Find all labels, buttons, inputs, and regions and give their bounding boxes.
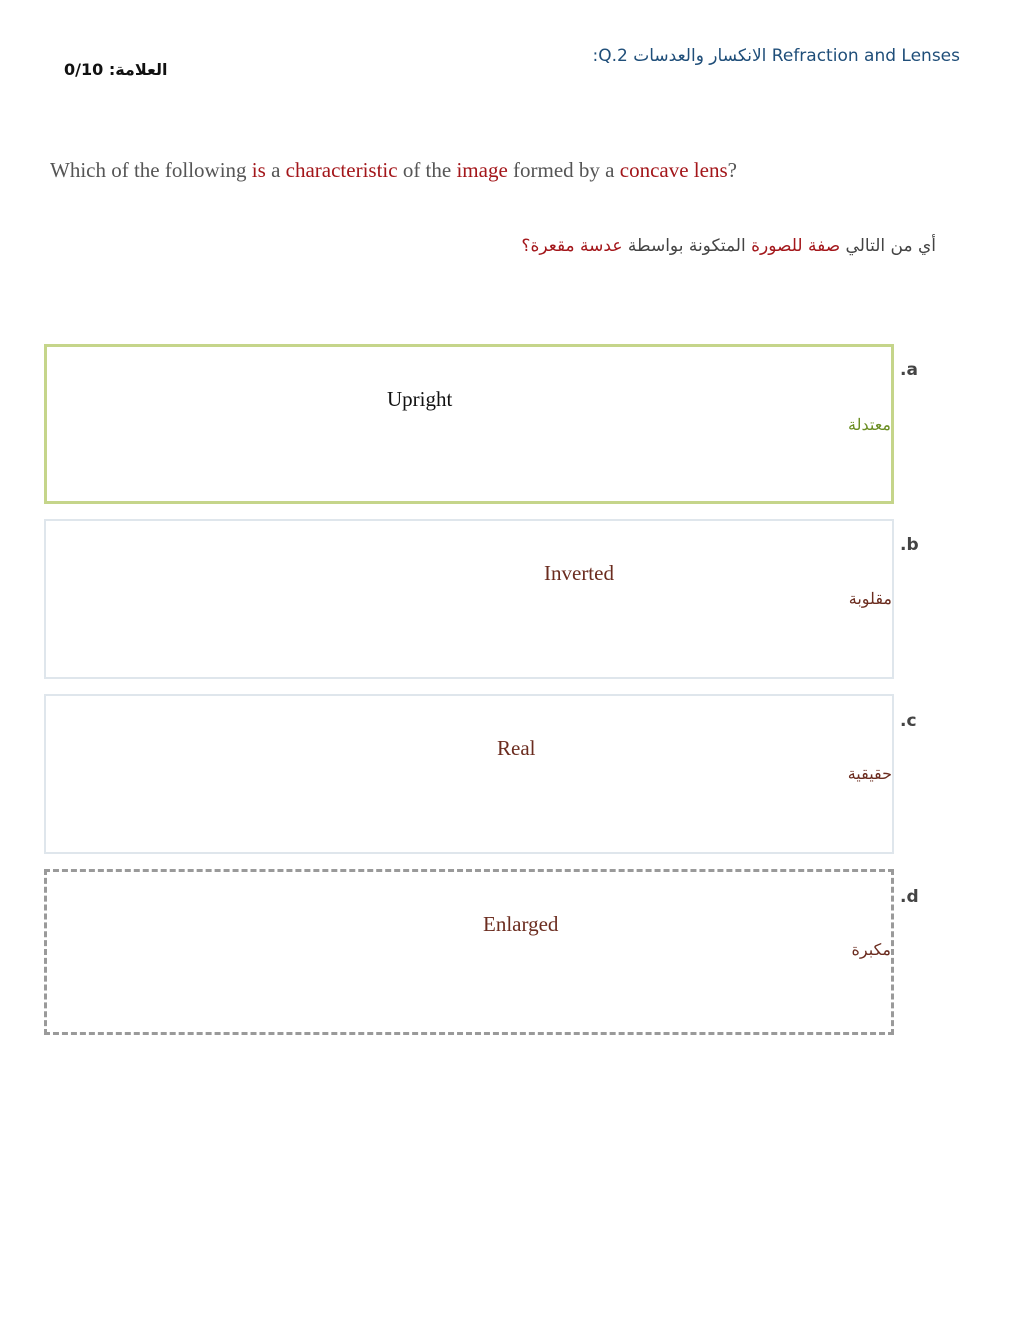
- score-value: 0/10: [64, 60, 104, 79]
- question-en-part: Which of the following: [50, 158, 252, 182]
- option-a-letter: .a: [900, 360, 918, 380]
- option-b-letter: .b: [900, 535, 919, 555]
- option-c-letter: .c: [900, 711, 917, 731]
- question-en-part: is: [251, 158, 266, 182]
- question-en-part: ?: [727, 158, 737, 182]
- question-ar-part: ؟: [521, 236, 531, 256]
- question-ar-part: أي من التالي: [840, 236, 936, 256]
- option-c[interactable]: [44, 694, 894, 854]
- question-ar-part: المتكونة بواسطة: [622, 236, 752, 256]
- question-en-part: formed by a: [507, 158, 620, 182]
- question-en-part: of the: [397, 158, 457, 182]
- question-ar-part: عدسة مقعرة: [530, 236, 623, 256]
- option-a-label-ar: معتدلة: [848, 415, 891, 434]
- option-a-label-en: Upright: [387, 387, 453, 411]
- question-ar-part: صفة للصورة: [751, 236, 841, 256]
- option-c-label-en: Real: [497, 736, 536, 760]
- score-label: العلامة:: [108, 60, 168, 79]
- option-d-letter: .d: [900, 887, 919, 907]
- question-en-part: image: [456, 158, 508, 182]
- question-en-part: concave lens: [619, 158, 728, 182]
- option-b-label-ar: مقلوبة: [848, 589, 892, 608]
- option-d-label-en: Enlarged: [483, 912, 559, 936]
- option-b-label-en: Inverted: [544, 561, 614, 585]
- option-d-label-ar: مكبرة: [851, 940, 891, 959]
- option-a[interactable]: [44, 344, 894, 504]
- option-c-label-ar: حقيقية: [847, 764, 892, 783]
- question-en-part: characteristic: [285, 158, 398, 182]
- score: [64, 60, 168, 79]
- question-en-part: a: [265, 158, 286, 182]
- option-b[interactable]: [44, 519, 894, 679]
- question-title: :Q.2 الانكسار والعدسات Refraction and Lenses: [592, 46, 960, 66]
- option-d[interactable]: [44, 869, 894, 1035]
- question-text-ar: [521, 236, 936, 256]
- question-text-en: [50, 158, 737, 183]
